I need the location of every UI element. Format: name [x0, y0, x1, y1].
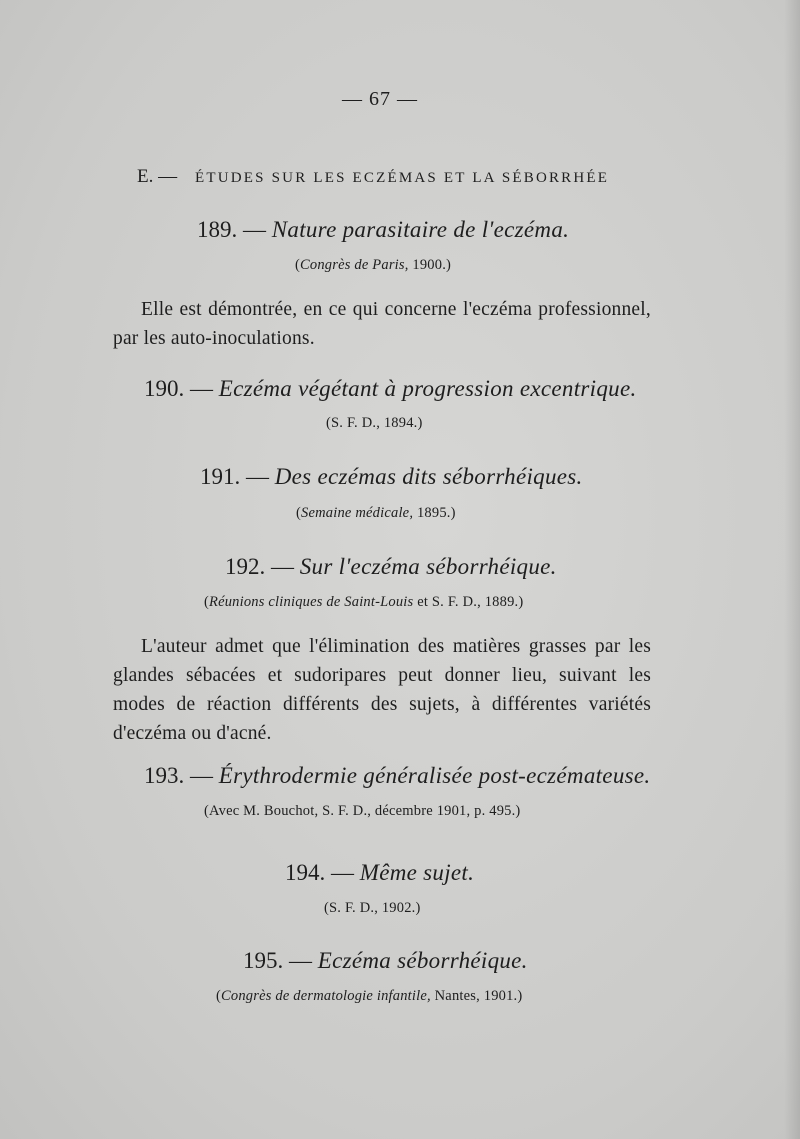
- entry-heading: [144, 763, 650, 789]
- citation-source: Réunions cliniques de Saint-Louis: [209, 594, 414, 610]
- entry-heading: [200, 464, 583, 490]
- section-heading: [137, 166, 609, 188]
- entry-number: 189. —: [197, 217, 266, 242]
- citation-detail: Nantes, 1901.: [434, 988, 518, 1004]
- entry-citation: (Réunions cliniques de Saint-Louis et S. F. D., 1889.): [204, 594, 524, 610]
- entry-citation: (Congrès de dermatologie infantile, Nantes, 1901.): [216, 988, 523, 1004]
- entry-title: Eczéma séborrhéique.: [317, 948, 528, 973]
- citation-detail: et S. F. D., 1889.: [417, 594, 519, 610]
- citation-detail: Avec M. Bouchot, S. F. D., décembre 1901, p. 495.: [209, 803, 516, 819]
- entry-title: Eczéma végétant à progression excentrique.: [218, 376, 637, 401]
- page-number: — 67 —: [342, 88, 418, 110]
- entry-citation: (Avec M. Bouchot, S. F. D., décembre 1901, p. 495.): [204, 803, 521, 819]
- entry-number: 194. —: [285, 860, 354, 885]
- entry-title: Érythrodermie généralisée post-eczémateuse.: [218, 763, 651, 788]
- entry-heading: [243, 948, 528, 974]
- citation-detail: S. F. D., 1902.: [329, 900, 416, 916]
- paragraph: L'auteur admet que l'élimination des matières grasses par les glandes sébacées et sudoripares peut donner lieu, suivant les modes de réaction différents des sujets, à différentes variétés d'eczéma ou d'acné.: [113, 636, 651, 744]
- entry-number: 191. —: [200, 464, 269, 489]
- citation-source: Congrès de Paris,: [300, 257, 409, 273]
- entry-number: 192. —: [225, 554, 294, 579]
- citation-source: Congrès de dermatologie infantile,: [221, 988, 431, 1004]
- entry-citation: (S. F. D., 1894.): [326, 415, 423, 431]
- entry-title: Sur l'eczéma séborrhéique.: [299, 554, 557, 579]
- entry-heading: [144, 376, 637, 402]
- entry-citation: (Congrès de Paris, 1900.): [295, 257, 452, 273]
- entry-title: Des eczémas dits séborrhéiques.: [274, 464, 583, 489]
- citation-detail: 1900.: [412, 257, 447, 273]
- entry-heading: [225, 554, 557, 580]
- paragraph: Elle est démontrée, en ce qui concerne l'eczéma professionnel, par les auto-inoculations.: [113, 299, 651, 349]
- entry-citation: (S. F. D., 1902.): [324, 900, 421, 916]
- citation-source: Semaine médicale,: [301, 505, 414, 521]
- citation-detail: S. F. D., 1894.: [331, 415, 418, 431]
- page-edge-shadow: [784, 0, 800, 1139]
- entry-number: 195. —: [243, 948, 312, 973]
- entry-title: Nature parasitaire de l'eczéma.: [271, 217, 570, 242]
- section-title: ÉTUDES SUR LES ECZÉMAS ET LA SÉBORRHÉE: [194, 170, 610, 186]
- entry-citation: (Semaine médicale, 1895.): [296, 505, 456, 521]
- entry-heading: [285, 860, 474, 886]
- citation-detail: 1895.: [416, 505, 451, 521]
- section-lead: E. —: [137, 166, 178, 187]
- entry-heading: [197, 217, 569, 243]
- entry-number: 190. —: [144, 376, 213, 401]
- entry-number: 193. —: [144, 763, 213, 788]
- entry-title: Même sujet.: [359, 860, 475, 885]
